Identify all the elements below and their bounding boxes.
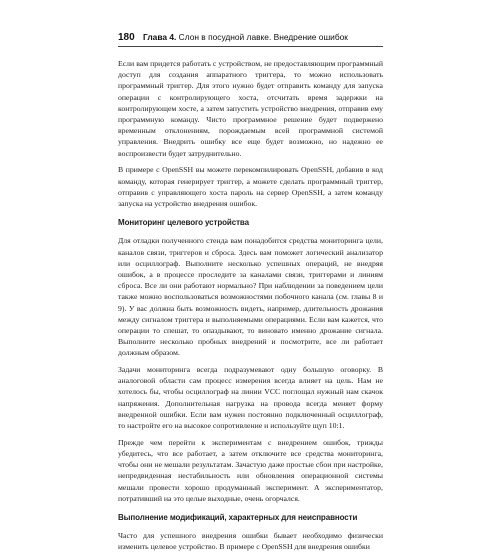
paragraph: Задачи мониторинга всегда подразумевают одну большую оговорку. В аналоговой области сам процесс измерения всегда влияет на цель. Нам не хотелось бы, чтобы осциллограф на линии VCC поглощал нужный нам скачок напряжения. Дополнительная нагрузка на провода всегда меняет форму внедренной ошибки. Если вам нужен постоянно подключенный осциллограф, то настройте его на высокое сопротивление и используйте щуп 10:1.: [118, 365, 383, 431]
paragraph: Прежде чем перейти к экспериментам с внедрением ошибок, трижды убедитесь, что все работает, а затем отключите все средства мониторинга, чтобы они не мешали результатам. Зачастую даже простые сбои при настройке, непредвиденная нестабильность или обновления операционной системы мешали провести хорошо продуманный эксперимент. А экспериментатор, потративший на это целые выходные, очень огорчался.: [118, 437, 383, 503]
page-body: [118, 58, 383, 558]
section-heading-monitoring: Мониторинг целевого устройства: [118, 218, 249, 228]
header-divider: [118, 46, 383, 47]
page-number: 180: [118, 32, 135, 43]
paragraph: Для отладки полученного стенда вам понадобится средства мониторинга цели, каналов связи, триггеров и сброса. Здесь вам поможет логический анализатор или осциллограф. Выполните несколько успешных операций, не внедряя ошибок, а в процессе проследите за каналами связи, триггерами и линиям сброса. Все ли они работают нормально? При наблюдении за поведением цели также можно воспользоваться возможностями побочного канала (см. главы 8 и 9). У вас должна быть возможность видеть, например, длительность дрожания между сигналом триггера и выполняемыми операциями. Если вам кажется, что операции то спешат, то опаздывают, то виновато именно дрожание сигнала. Выполните несколько пробных внедрений и посмотрите, все ли работает должным образом.: [118, 236, 383, 358]
chapter-title: Слон в посудной лавке. Внедрение ошибок: [178, 32, 348, 42]
section-heading-modifications: Выполнение модификаций, характерных для неисправности: [118, 513, 358, 523]
running-header: [118, 30, 383, 44]
chapter-label: Глава 4.: [143, 32, 177, 42]
paragraph: Если вам придется работать с устройством, не предоставляющим программный доступ для создания аппаратного триггера, то можно использовать программный триггер. Для этого нужно будет отправить команду для запуска операции с контролирующего хоста, отсчитать время задержки на контролирующем хосте, а затем запустить устройство внедрения, отправив ему программную команду. Чисто программное решение будет подвержено временным отклонениям, порождаемым всей программной системой управления. Внедрить ошибку все еще будет возможно, но надежно ее воспроизвести будет затруднительно.: [118, 59, 383, 158]
paragraph: В примере с OpenSSH вы можете перекомпилировать OpenSSH, добавив в код команду, которая генерирует триггер, а можете сделать программный триггер, отправив с управляющего хоста пароль на сервер OpenSSH, а затем команду запуска на устройство внедрения ошибок.: [118, 165, 383, 208]
paragraph: Часто для успешного внедрения ошибки бывает необходимо физически изменить целевое устройство. В примере с OpenSSH для внедрения ошибки: [118, 531, 383, 552]
